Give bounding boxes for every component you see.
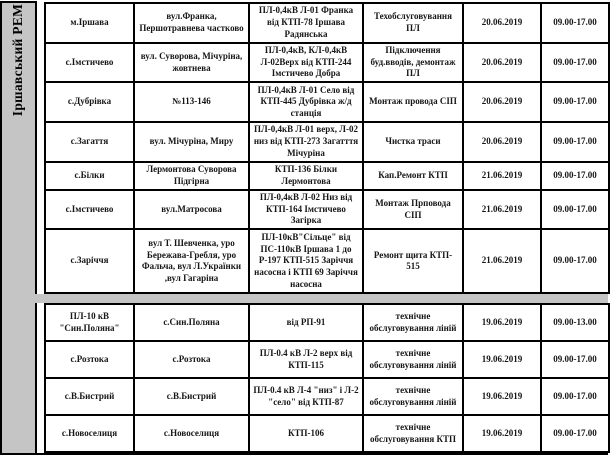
top-section-body <box>45 3 609 293</box>
cell-equipment: КТП-136 Білки Лермонтова <box>249 162 363 190</box>
cell-location: с.Заріччя <box>45 229 134 293</box>
section-separator <box>0 294 608 303</box>
cell-streets: с.В.Бистрий <box>134 378 249 415</box>
cell-time: 09.00-17.00 <box>541 229 609 293</box>
table-row <box>45 190 609 230</box>
cell-work: Кап.Ремонт КТП <box>363 162 463 190</box>
cell-date: 20.06.2019 <box>463 3 541 43</box>
cell-time: 09.00-17.00 <box>541 82 609 122</box>
cell-time: 09.00-17.00 <box>541 162 609 190</box>
cell-date: 19.06.2019 <box>463 378 541 415</box>
cell-date: 19.06.2019 <box>463 341 541 378</box>
cell-streets: вул. Мічуріна, Миру <box>134 122 249 162</box>
table-row <box>45 82 609 122</box>
cell-work: Ремонт щита КТП- 515 <box>363 229 463 293</box>
table-row <box>45 341 609 378</box>
table-row <box>45 3 609 43</box>
table-row <box>45 415 609 452</box>
cell-date: 20.06.2019 <box>463 43 541 83</box>
table-row <box>45 122 609 162</box>
cell-streets: вул Т. Шевченка, уро Бережава-Гребля, уро Фальча, вул Л.Українки ,вул Гагаріна <box>134 229 249 293</box>
table-bottom-border <box>0 453 608 455</box>
cell-time: 09.00-17.00 <box>541 378 609 415</box>
cell-date: 20.06.2019 <box>463 82 541 122</box>
cell-work: технічне обслуговування ліній <box>363 341 463 378</box>
cell-location: ПЛ-10 кВ "Син.Поляна" <box>45 304 134 341</box>
cell-time: 09.00-17.00 <box>541 122 609 162</box>
cell-work: технічне обслуговування КТП <box>363 415 463 452</box>
schedule-content <box>44 2 608 453</box>
cell-equipment: ПЛ-0,4кВ Л-01 Село від КТП-445 Дубрівка ж/д станція <box>249 82 363 122</box>
cell-date: 19.06.2019 <box>463 415 541 452</box>
rem-label: Іршавський РЕМ <box>10 3 25 117</box>
outage-table-top-section <box>44 2 610 294</box>
cell-location: с.Дубрівка <box>45 82 134 122</box>
cell-date: 20.06.2019 <box>463 122 541 162</box>
cell-equipment: КТП-106 <box>249 415 363 452</box>
table-row <box>45 162 609 190</box>
cell-equipment: від РП-91 <box>249 304 363 341</box>
cell-date: 21.06.2019 <box>463 162 541 190</box>
cell-streets: вул.Матросова <box>134 190 249 230</box>
cell-equipment: ПЛ-0.4 кВ Л-4 "низ" і Л-2 "село" від КТП-87 <box>249 378 363 415</box>
cell-streets: Лермонтова Суворова Підгірна <box>134 162 249 190</box>
cell-time: 09.00-13.00 <box>541 304 609 341</box>
cell-location: с.В.Бистрий <box>45 378 134 415</box>
cell-location: м.Іршава <box>45 3 134 43</box>
cell-streets: №113-146 <box>134 82 249 122</box>
table-row <box>45 378 609 415</box>
cell-equipment: ПЛ-0,4кВ, КЛ-0,4кВ Л-02Верх від КТП-244 Імстичево Добра <box>249 43 363 83</box>
table-row <box>45 229 609 293</box>
table-row <box>45 304 609 341</box>
cell-location: с.Імстичево <box>45 43 134 83</box>
table-row <box>45 43 609 83</box>
cell-location: с.Загаття <box>45 122 134 162</box>
cell-streets: вул.Франка, Першотравнева частково <box>134 3 249 43</box>
cell-time: 09.00-17.00 <box>541 341 609 378</box>
cell-date: 19.06.2019 <box>463 304 541 341</box>
cell-location: с.Новоселиця <box>45 415 134 452</box>
cell-location: с.Розтока <box>45 341 134 378</box>
cell-work: Підключення буд.вводів, демонтаж ПЛ <box>363 43 463 83</box>
outage-table-bottom-section <box>44 303 610 453</box>
cell-work: технічне обслуговування ліній <box>363 378 463 415</box>
cell-work: Техобслуговування ПЛ <box>363 3 463 43</box>
cell-streets: с.Новоселиця <box>134 415 249 452</box>
cell-time: 09.00-17.00 <box>541 190 609 230</box>
cell-location: с.Білки <box>45 162 134 190</box>
cell-date: 21.06.2019 <box>463 190 541 230</box>
cell-equipment: ПЛ-0,4кВ Л-01 верх, Л-02 низ від КТП-273 Загатття Мічуріна <box>249 122 363 162</box>
bottom-section-body <box>45 304 609 452</box>
cell-location: с.Імстичево <box>45 190 134 230</box>
cell-streets: с.Розтока <box>134 341 249 378</box>
cell-work: Чистка траси <box>363 122 463 162</box>
cell-work: Монтаж Прповода СІП <box>363 190 463 230</box>
cell-equipment: ПЛ-0,4кВ Л-02 Низ від КТП-164 Імстичево Загірка <box>249 190 363 230</box>
cell-work: технічне обслуговування ліній <box>363 304 463 341</box>
cell-date: 21.06.2019 <box>463 229 541 293</box>
cell-time: 09.00-17.00 <box>541 415 609 452</box>
cell-streets: вул. Суворова, Мічуріна, жовтнева <box>134 43 249 83</box>
cell-equipment: ПЛ-0.4 кВ Л-2 верх від КТП-115 <box>249 341 363 378</box>
cell-time: 09.00-17.00 <box>541 3 609 43</box>
rem-label-strip <box>0 1 37 455</box>
cell-equipment: ПЛ-0,4кВ Л-01 Франка від КТП-78 Іршава Радянська <box>249 3 363 43</box>
cell-work: Монтаж провода СІП <box>363 82 463 122</box>
cell-time: 09.00-17.00 <box>541 43 609 83</box>
cell-equipment: ПЛ-10кВ"Сільце" від ПС-110кВ Іршава 1 до Р-197 КТП-515 Заріччя насосна і КТП 69 Заріччя насосна <box>249 229 363 293</box>
cell-streets: с.Син.Поляна <box>134 304 249 341</box>
